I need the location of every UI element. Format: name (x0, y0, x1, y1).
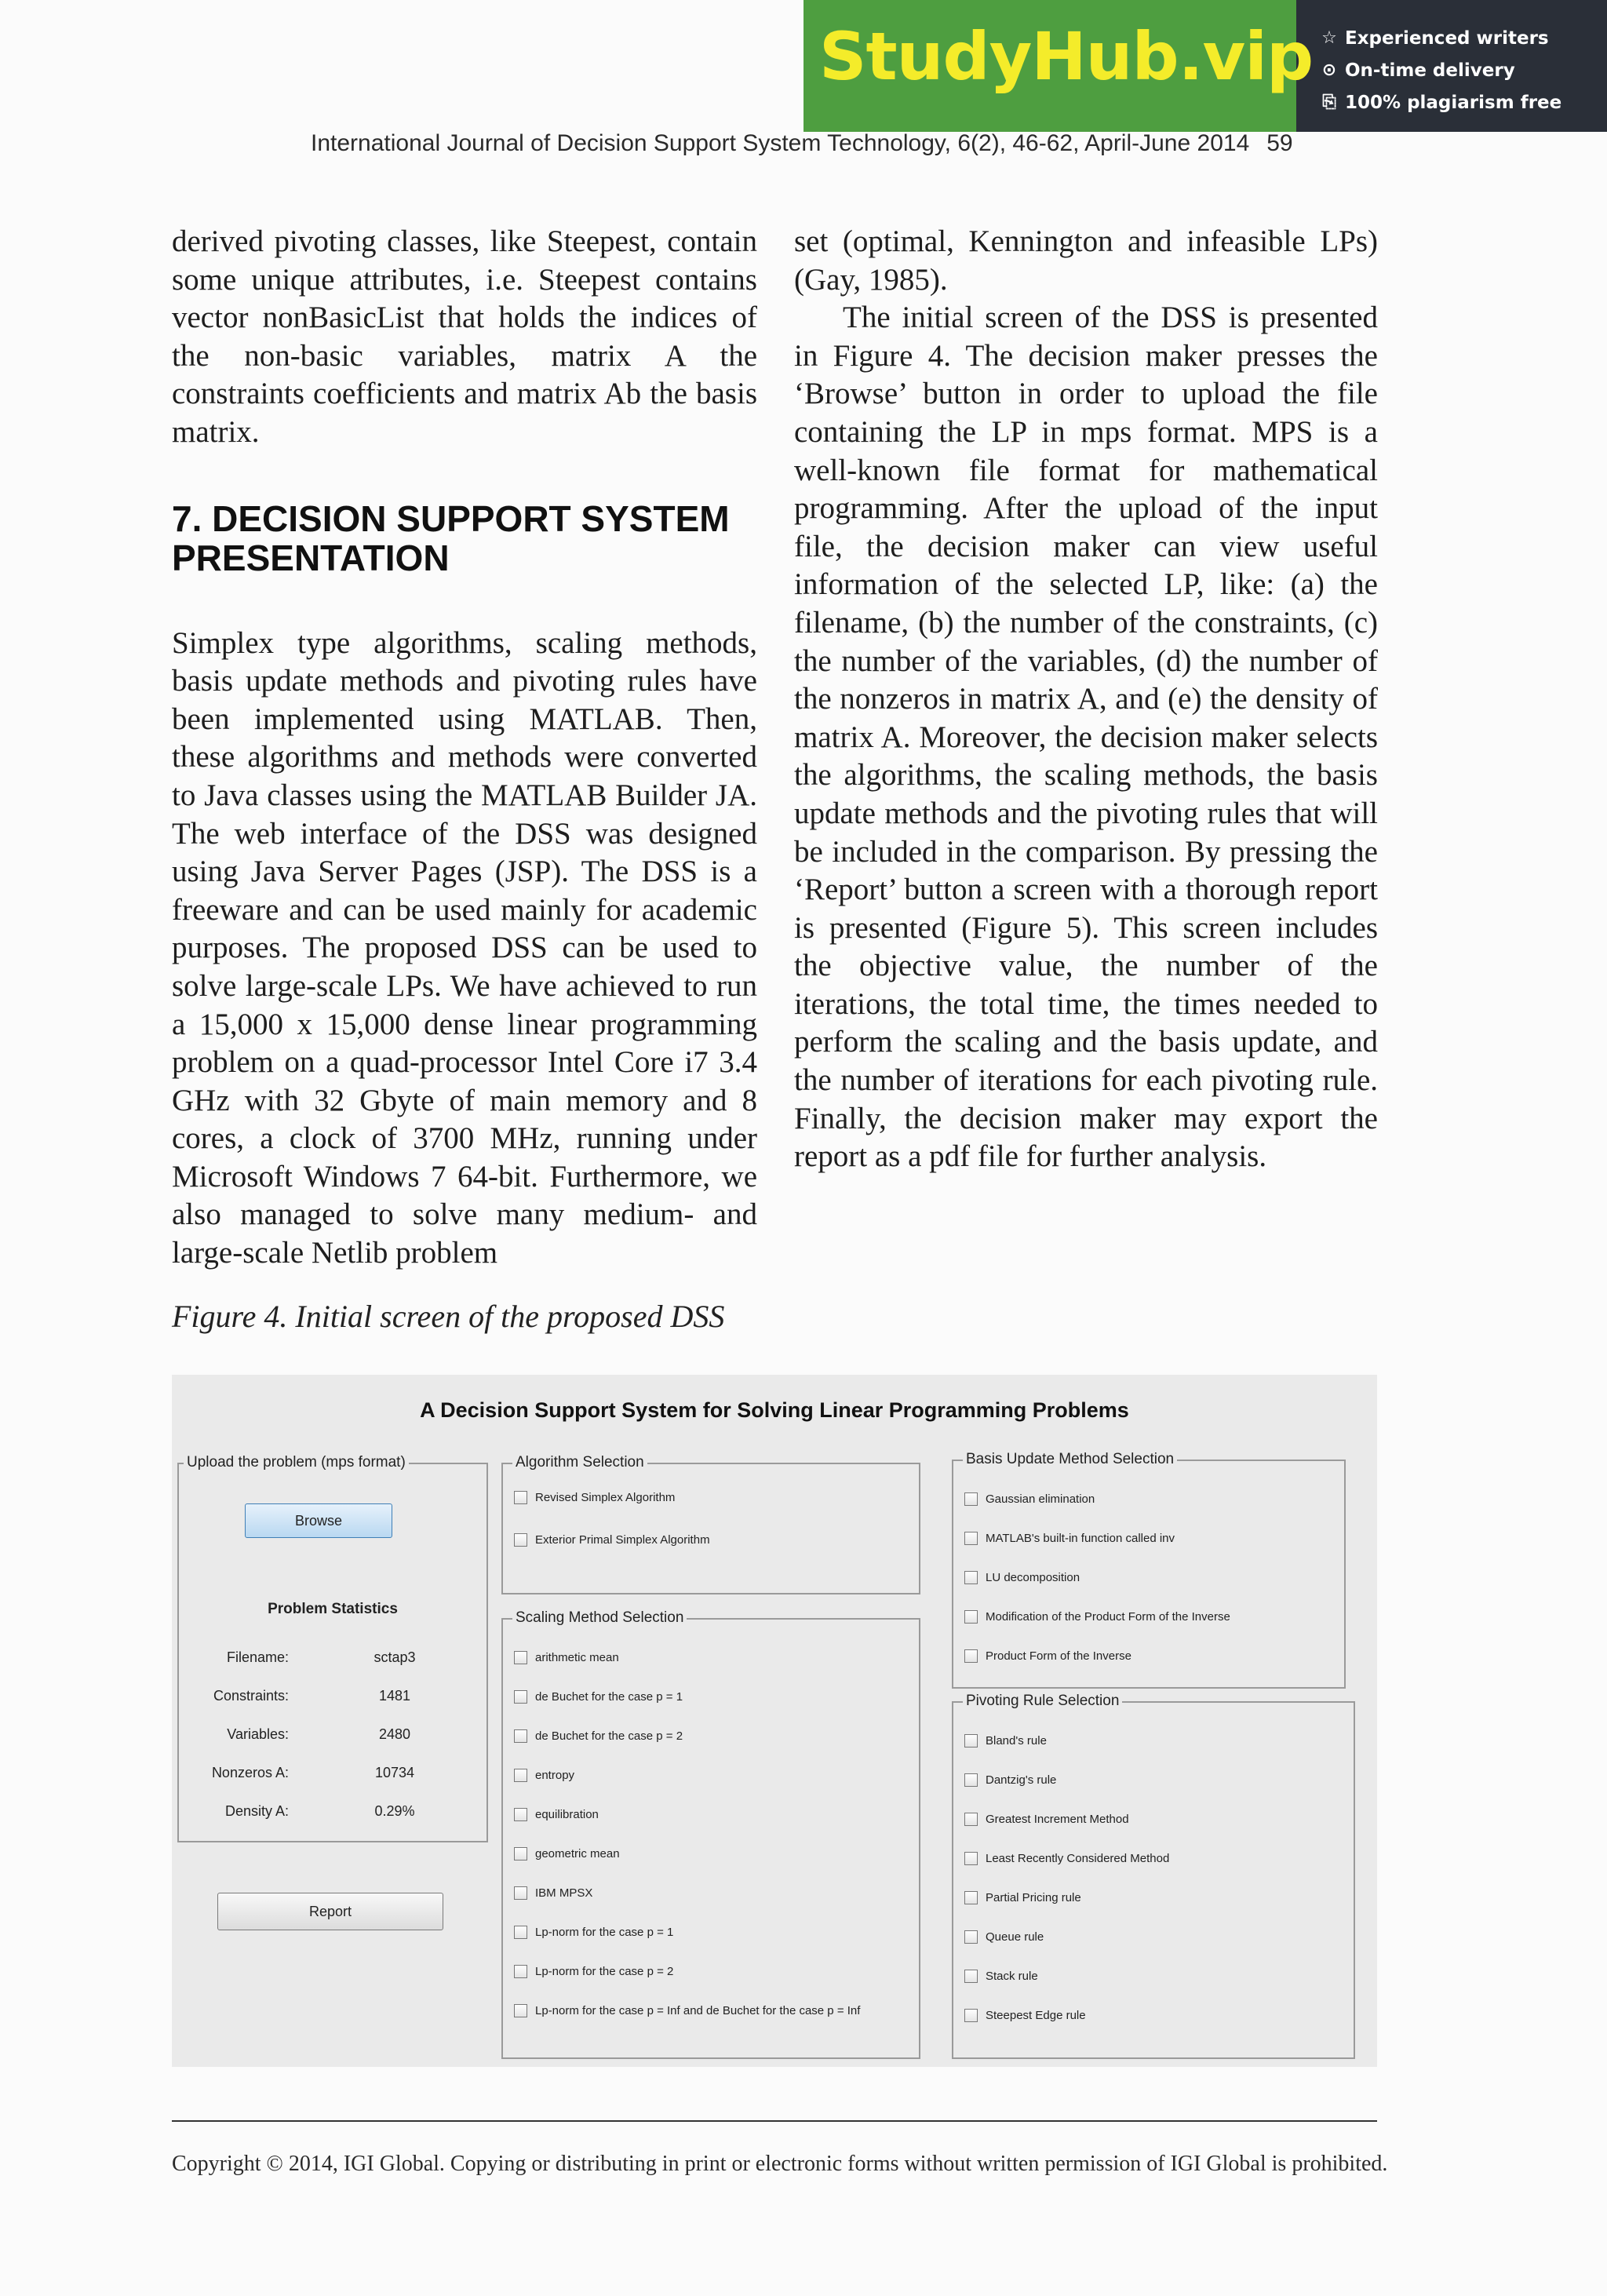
pivoting-panel-title: Pivoting Rule Selection (963, 1692, 1122, 1711)
report-button[interactable]: Report (217, 1893, 443, 1930)
stat-filename (179, 1649, 486, 1668)
checkbox-label: arithmetic mean (535, 1651, 619, 1664)
checkbox[interactable] (514, 1690, 527, 1704)
studyhub-banner[interactable] (804, 0, 1607, 132)
checkbox-label: LU decomposition (986, 1571, 1080, 1584)
checkbox-label: equilibration (535, 1808, 599, 1821)
scaling-checkbox[interactable] (514, 1729, 683, 1743)
checkbox-label: Lp-norm for the case p = 1 (535, 1926, 674, 1939)
stat-label: Density A: (224, 1803, 289, 1819)
stat-value: sctap3 (374, 1649, 416, 1665)
body-paragraph: Simplex type algorithms, scaling methods, basis update methods and pivoting rules have been implemented using MATLAB. Then, these algorithms and methods were converted to Java classes using the MATLAB Builder JA. The web interface of the DSS was designed using Java Server Pages (JSP). The DSS is a freeware and can be used mainly for academic purposes. The proposed DSS can be used to solve large-scale LPs. We have achieved to run a 15,000 x 15,000 dense linear programming problem on a quad-processor Intel Core i7 3.4 GHz with 32 Gbyte of main memory and 8 cores, a clock of 3700 MHz, running under Microsoft Windows 7 64-bit. Furthermore, we also managed to solve many medium- and large-scale Netlib problem (172, 625, 757, 1270)
algorithm-panel-title: Algorithm Selection (512, 1453, 647, 1472)
checkbox[interactable] (514, 1808, 527, 1821)
checkbox-label: Steepest Edge rule (986, 2009, 1086, 2022)
stat-constraints (179, 1688, 486, 1707)
clock-icon: ⊙ (1321, 60, 1337, 80)
checkbox-label: Dantzig's rule (986, 1773, 1057, 1787)
scaling-checkbox[interactable] (514, 1926, 673, 1939)
pivoting-panel (952, 1693, 1355, 2059)
banner-feature (1320, 86, 1607, 118)
algorithm-checkbox[interactable] (514, 1491, 675, 1504)
checkbox[interactable] (514, 1729, 527, 1743)
upload-panel (177, 1454, 488, 1842)
checkbox-label: MATLAB's built-in function called inv (986, 1532, 1175, 1545)
stat-density (179, 1803, 486, 1822)
stat-variables (179, 1726, 486, 1745)
scaling-checkbox[interactable] (514, 2004, 860, 2017)
checkbox[interactable] (964, 1852, 978, 1865)
section-heading: 7. DECISION SUPPORT SYSTEM PRESENTATION (172, 497, 730, 578)
stat-label: Filename: (226, 1649, 289, 1665)
checkbox[interactable] (964, 1773, 978, 1787)
stat-label: Variables: (227, 1726, 289, 1742)
checkbox[interactable] (514, 1651, 527, 1664)
stat-label: Constraints: (213, 1688, 289, 1704)
checkbox-label: Exterior Primal Simplex Algorithm (535, 1533, 710, 1547)
pivoting-checkbox[interactable] (964, 1734, 1047, 1748)
checkbox[interactable] (964, 1610, 978, 1624)
body-paragraph: set (optimal, Kennington and infeasible LPs) (Gay, 1985). (794, 224, 1378, 297)
checkbox[interactable] (964, 1734, 978, 1748)
footer-divider (172, 2120, 1377, 2122)
checkbox-label: Modification of the Product Form of the Inverse (986, 1610, 1230, 1624)
scaling-checkbox[interactable] (514, 1690, 683, 1704)
banner-logo-area (804, 0, 1314, 132)
checkbox[interactable] (514, 1965, 527, 1978)
checkbox-label: geometric mean (535, 1847, 620, 1860)
checkbox[interactable] (964, 1970, 978, 1983)
stat-value: 2480 (378, 1726, 411, 1742)
basis-checkbox[interactable] (964, 1610, 1230, 1624)
journal-citation: International Journal of Decision Support System Technology, 6(2), 46-62, April-June 2014 (311, 130, 1250, 156)
star-icon: ☆ (1321, 28, 1337, 48)
checkbox[interactable] (514, 1926, 527, 1939)
problem-statistics-title: Problem Statistics (268, 1601, 398, 1617)
checkbox-label: Queue rule (986, 1930, 1044, 1944)
checkbox[interactable] (964, 1492, 978, 1506)
checkbox-label: Lp-norm for the case p = 2 (535, 1965, 674, 1978)
studyhub-logo: StudyHub.vip (819, 18, 1314, 95)
figure-caption: Figure 4. Initial screen of the proposed DSS (172, 1299, 725, 1334)
copy-icon: ⎘ (1322, 93, 1336, 112)
stat-nonzeros (179, 1765, 486, 1784)
body-paragraph: derived pivoting classes, like Steepest, contain some unique attributes, i.e. Steepest contains vector nonBasicList that holds the indices of the non-basic variables, matrix A the constraints coefficients and matrix Ab the basis matrix. (172, 224, 757, 449)
checkbox[interactable] (964, 1813, 978, 1826)
checkbox-label: entropy (535, 1769, 575, 1782)
banner-features (1296, 0, 1607, 132)
upload-panel-title: Upload the problem (mps format) (184, 1453, 409, 1472)
checkbox[interactable] (964, 1930, 978, 1944)
scaling-checkbox[interactable] (514, 1651, 619, 1664)
stat-label: Nonzeros A: (211, 1765, 289, 1780)
checkbox[interactable] (964, 1571, 978, 1584)
banner-feature-text: 100% plagiarism free (1345, 92, 1562, 113)
page-number: 59 (1266, 130, 1293, 156)
scaling-checkbox[interactable] (514, 1886, 592, 1900)
banner-feature (1320, 54, 1607, 86)
dss-screenshot (172, 1375, 1377, 2067)
pivoting-checkbox[interactable] (964, 1930, 1044, 1944)
checkbox[interactable] (964, 1891, 978, 1904)
checkbox-label: Product Form of the Inverse (986, 1649, 1131, 1663)
stat-value: 1481 (378, 1688, 411, 1704)
body-paragraph: The initial screen of the DSS is presented in Figure 4. The decision maker presses the ‘Browse’ button in order to upload the file containing the LP in mps format. MPS is a well-known file format for mathematical programming. After the upload of the input file, the decision maker can view useful information of the selected LP, like: (a) the filename, (b) the number of the constraints, (c) the number of the variables, (d) the number of the nonzeros in matrix A, and (e) the density of matrix A. Moreover, the decision maker selects the algorithms, the scaling methods, the basis update methods and the pivoting rules that will be included in the comparison. By pressing the ‘Report’ button a screen with a thorough report is presented (Figure 5). This screen includes the objective value, the number of the iterations, the total time, the times needed to perform the scaling and the basis update, and the number of iterations for each pivoting rule. Finally, the decision maker may export the report as a pdf file for further analysis. (794, 301, 1378, 1174)
checkbox-label: Bland's rule (986, 1734, 1047, 1748)
scaling-panel-title: Scaling Method Selection (512, 1609, 687, 1627)
checkbox[interactable] (964, 1532, 978, 1545)
copyright-notice: Copyright © 2014, IGI Global. Copying or distributing in print or electronic forms without written permission of IGI Global is prohibited. (172, 2152, 1388, 2176)
algorithm-checkbox[interactable] (514, 1533, 710, 1547)
algorithm-panel (501, 1454, 920, 1594)
checkbox-label: Least Recently Considered Method (986, 1852, 1170, 1865)
scaling-checkbox[interactable] (514, 1808, 599, 1821)
checkbox-label: Stack rule (986, 1970, 1038, 1983)
checkbox[interactable] (964, 2009, 978, 2022)
checkbox[interactable] (514, 1886, 527, 1900)
pivoting-checkbox[interactable] (964, 1852, 1169, 1865)
checkbox-label: IBM MPSX (535, 1886, 593, 1900)
basis-panel-title: Basis Update Method Selection (963, 1450, 1177, 1469)
banner-feature-text: On-time delivery (1345, 60, 1515, 81)
checkbox-label: de Buchet for the case p = 2 (535, 1729, 683, 1743)
browse-button[interactable]: Browse (245, 1503, 392, 1538)
scaling-checkbox[interactable] (514, 1847, 620, 1860)
basis-update-panel (952, 1451, 1346, 1689)
checkbox-label: Lp-norm for the case p = Inf and de Buchet for the case p = Inf (535, 2004, 861, 2017)
stat-value: 0.29% (374, 1803, 415, 1819)
scaling-panel (501, 1609, 920, 2059)
checkbox[interactable] (514, 1769, 527, 1782)
basis-checkbox[interactable] (964, 1571, 1080, 1584)
pivoting-checkbox[interactable] (964, 1891, 1081, 1904)
running-header (311, 130, 1293, 157)
checkbox-label: Greatest Increment Method (986, 1813, 1129, 1826)
pivoting-checkbox[interactable] (964, 1773, 1056, 1787)
checkbox-label: Partial Pricing rule (986, 1891, 1081, 1904)
checkbox-label: Gaussian elimination (986, 1492, 1095, 1506)
pivoting-checkbox[interactable] (964, 1970, 1038, 1983)
checkbox-label: Revised Simplex Algorithm (535, 1491, 676, 1504)
stat-value: 10734 (374, 1765, 415, 1780)
pivoting-checkbox[interactable] (964, 1813, 1129, 1826)
banner-feature-text: Experienced writers (1345, 27, 1549, 49)
left-column (172, 223, 757, 1273)
checkbox-label: de Buchet for the case p = 1 (535, 1690, 683, 1704)
checkbox[interactable] (514, 1533, 527, 1547)
checkbox[interactable] (514, 1491, 527, 1504)
right-column (794, 223, 1378, 1176)
checkbox[interactable] (514, 2004, 527, 2017)
app-title: A Decision Support System for Solving Linear Programming Problems (420, 1398, 1129, 1422)
banner-feature (1320, 22, 1607, 54)
scaling-checkbox[interactable] (514, 1965, 673, 1978)
scaling-checkbox[interactable] (514, 1769, 574, 1782)
basis-checkbox[interactable] (964, 1532, 1175, 1545)
checkbox[interactable] (964, 1649, 978, 1663)
basis-checkbox[interactable] (964, 1492, 1095, 1506)
checkbox[interactable] (514, 1847, 527, 1860)
basis-checkbox[interactable] (964, 1649, 1131, 1663)
pivoting-checkbox[interactable] (964, 2009, 1086, 2022)
